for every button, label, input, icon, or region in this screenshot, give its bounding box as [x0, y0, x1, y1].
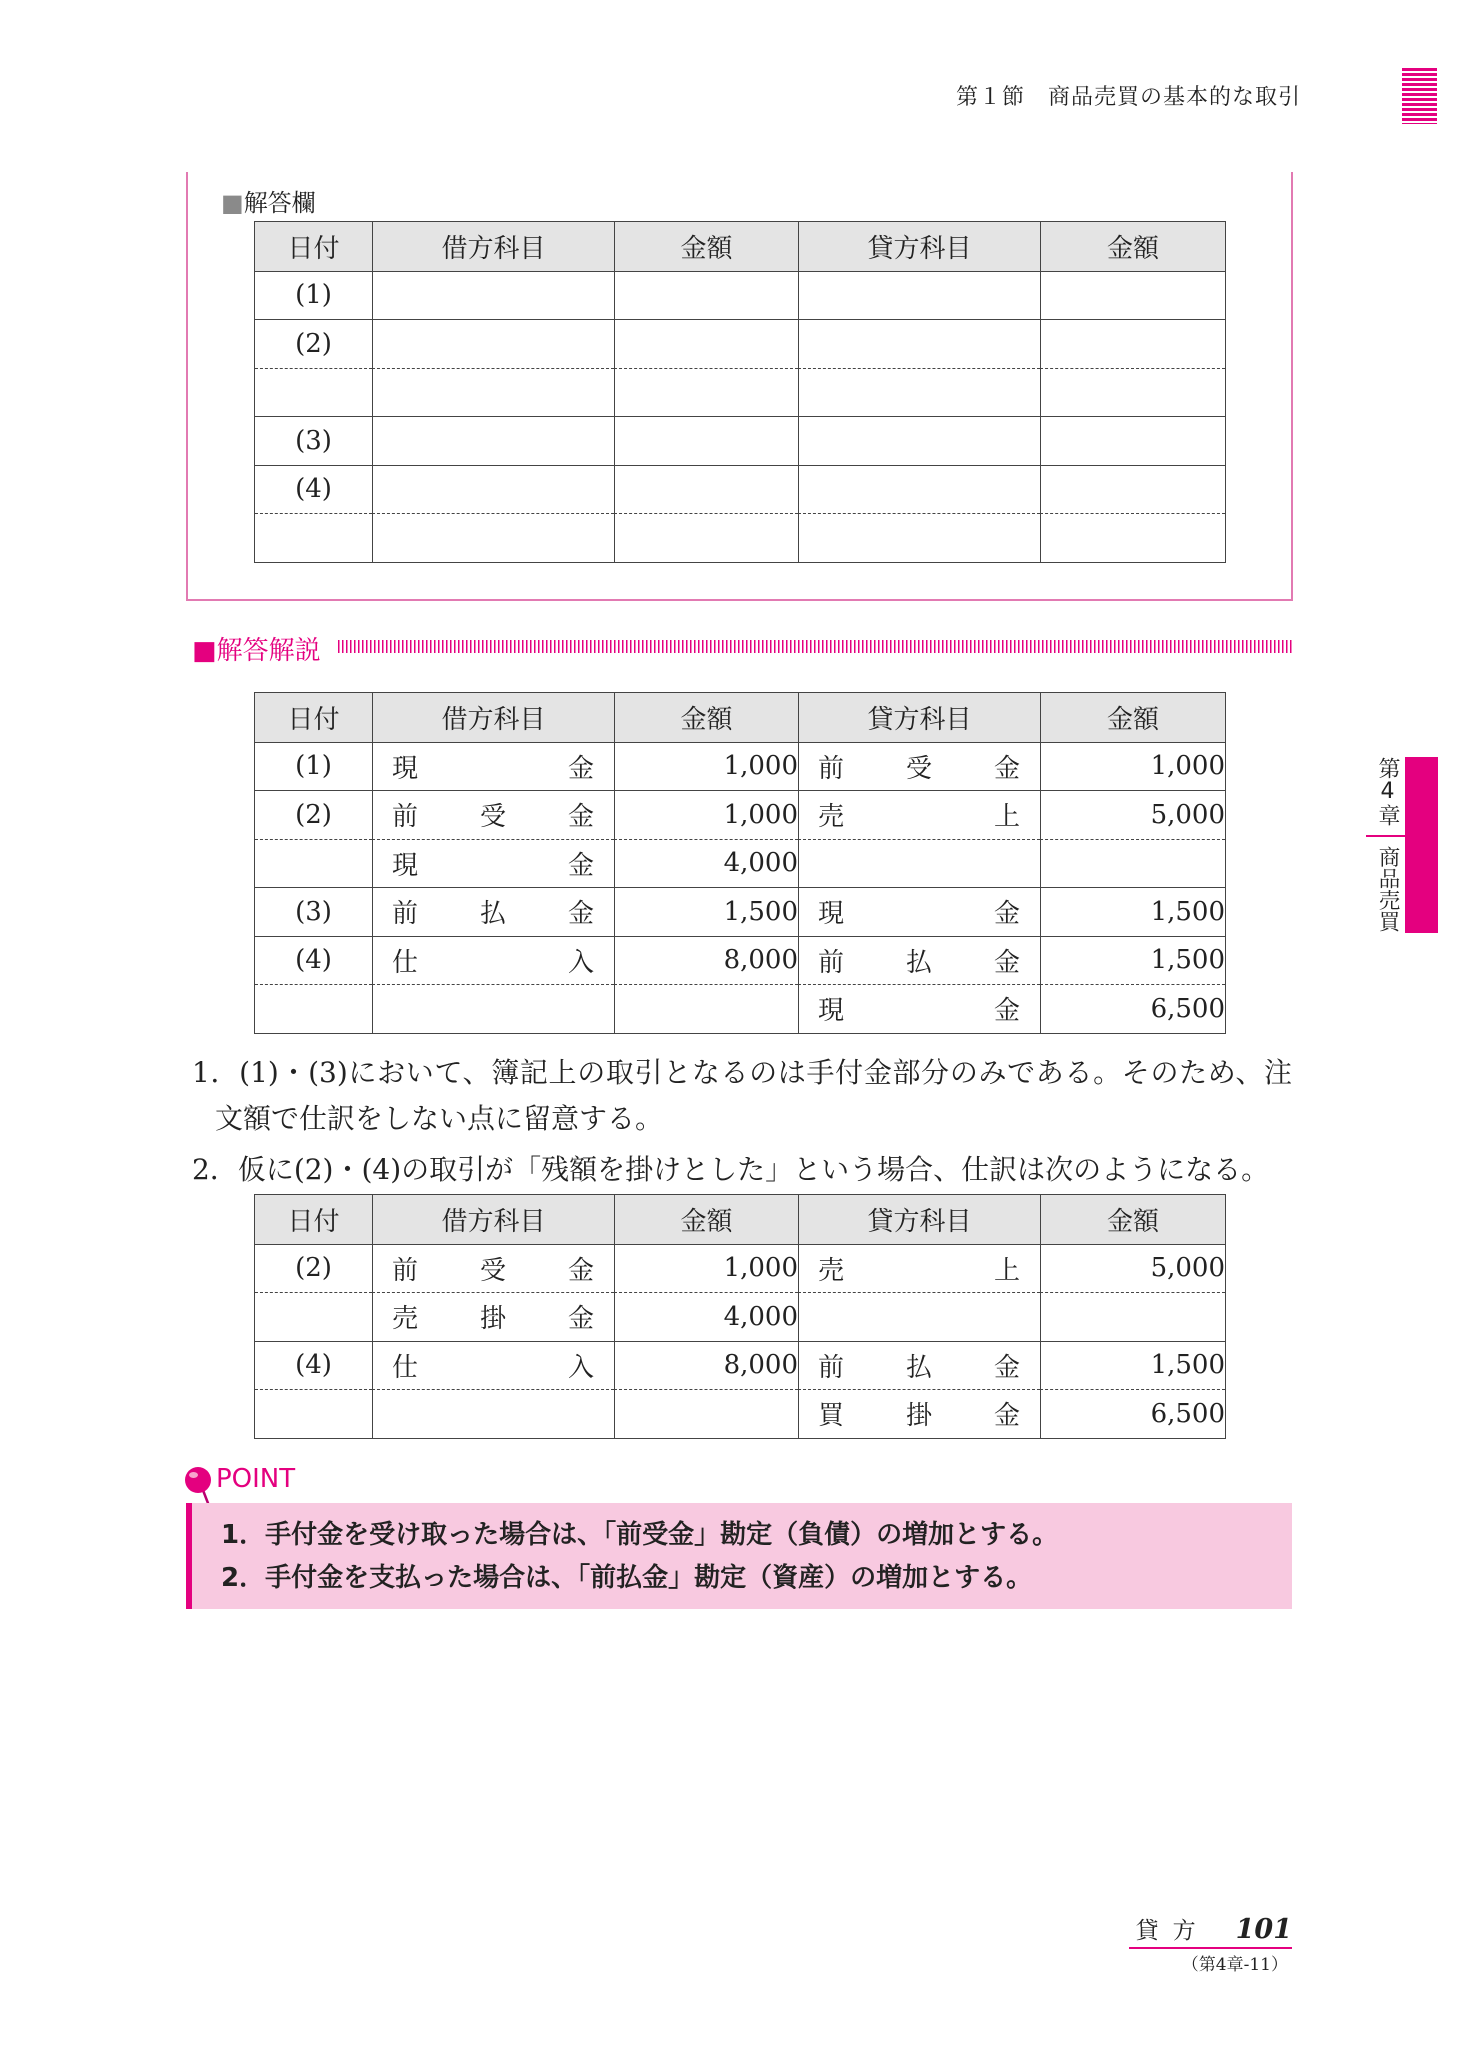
table-row — [255, 271, 1225, 320]
debit-account-cell — [372, 1244, 614, 1293]
debit-account-cell — [372, 790, 614, 839]
debit-amount-cell: 1,000 — [614, 742, 798, 791]
credit-account-header: 貸方科目 — [798, 222, 1040, 271]
credit-account-name: 前払金 — [818, 1352, 1020, 1383]
table-row-continuation — [255, 984, 1225, 1033]
date-cell: (4) — [255, 1341, 372, 1390]
date-cell: (4) — [255, 936, 372, 985]
credit-amount-header: 金額 — [1040, 693, 1225, 742]
debit-account-cell — [372, 1389, 614, 1438]
debit-amount-cell — [614, 416, 798, 465]
table-header-row — [255, 693, 1225, 742]
debit-amount-cell: 1,000 — [614, 790, 798, 839]
table-row-continuation — [255, 839, 1225, 888]
date-cell: (3) — [255, 887, 372, 936]
page-footer — [1136, 1912, 1292, 1945]
point-item: 2．手付金を支払った場合は、「前払金」勘定（資産）の増加とする。 — [221, 1563, 1033, 1593]
credit-amount-cell — [1040, 513, 1225, 562]
debit-account-cell — [372, 1292, 614, 1341]
debit-account-cell — [372, 271, 614, 320]
debit-amount-cell: 4,000 — [614, 839, 798, 888]
table-row-continuation — [255, 368, 1225, 417]
credit-account-cell — [798, 513, 1040, 562]
credit-amount-cell — [1040, 839, 1225, 888]
debit-account-cell — [372, 1341, 614, 1390]
debit-account-header: 借方科目 — [372, 1195, 614, 1244]
credit-account-cell — [798, 742, 1040, 791]
date-cell: (1) — [255, 742, 372, 791]
footer-rule — [1129, 1947, 1292, 1949]
footer-chapter-page: （第4章-11） — [1181, 1955, 1288, 1975]
table-row-continuation — [255, 1292, 1225, 1341]
debit-amount-cell: 8,000 — [614, 1341, 798, 1390]
credit-amount-header: 金額 — [1040, 222, 1225, 271]
date-cell — [255, 368, 372, 417]
debit-account-name: 前受金 — [392, 1255, 594, 1286]
date-header: 日付 — [255, 693, 372, 742]
debit-account-cell — [372, 936, 614, 985]
debit-account-header: 借方科目 — [372, 693, 614, 742]
credit-account-name: 現金 — [818, 996, 1020, 1027]
debit-account-cell — [372, 416, 614, 465]
debit-account-name: 仕入 — [392, 947, 594, 978]
date-cell: (4) — [255, 465, 372, 514]
explanation-journal-table — [254, 692, 1226, 1034]
explanation-heading — [192, 630, 321, 667]
debit-amount-header: 金額 — [614, 222, 798, 271]
note-2-line-1: 2．仮に(2)・(4)の取引が「残額を掛けとした」という場合、仕訳は次のようになる。 — [192, 1153, 1270, 1186]
note-1-line-2: 文額で仕訳をしない点に留意する。 — [215, 1102, 664, 1135]
chapter-tab-divider — [1366, 835, 1405, 837]
debit-amount-cell — [614, 1389, 798, 1438]
debit-account-cell — [372, 887, 614, 936]
footer-label: 貸方 — [1135, 1918, 1210, 1944]
credit-account-cell — [798, 887, 1040, 936]
credit-amount-cell — [1040, 1292, 1225, 1341]
debit-account-cell — [372, 984, 614, 1033]
credit-amount-cell — [1040, 319, 1225, 368]
credit-account-cell — [798, 984, 1040, 1033]
date-cell — [255, 1292, 372, 1341]
credit-amount-cell — [1040, 465, 1225, 514]
debit-amount-cell — [614, 465, 798, 514]
note-1-line-1: 1．(1)・(3)において、簿記上の取引となるのは手付金部分のみである。そのため、注 — [192, 1056, 1292, 1089]
table-row — [255, 790, 1225, 839]
credit-amount-cell: 5,000 — [1040, 790, 1225, 839]
debit-account-cell — [372, 368, 614, 417]
table-row — [255, 465, 1225, 514]
credit-account-cell — [798, 271, 1040, 320]
credit-account-name: 売上 — [818, 802, 1020, 833]
debit-account-cell — [372, 465, 614, 514]
date-cell: (1) — [255, 271, 372, 320]
debit-account-name: 現金 — [392, 850, 594, 881]
debit-amount-header: 金額 — [614, 693, 798, 742]
debit-amount-cell — [614, 513, 798, 562]
square-bullet-icon: ■ — [192, 636, 217, 666]
credit-account-cell — [798, 1244, 1040, 1293]
credit-amount-cell — [1040, 368, 1225, 417]
credit-amount-cell: 1,500 — [1040, 1341, 1225, 1390]
alternative-journal-table — [254, 1194, 1226, 1439]
debit-amount-cell — [614, 271, 798, 320]
explanation-heading-rule — [338, 640, 1292, 653]
credit-account-cell — [798, 319, 1040, 368]
debit-amount-cell — [614, 319, 798, 368]
credit-account-cell — [798, 1389, 1040, 1438]
point-item: 1．手付金を受け取った場合は、「前受金」勘定（負債）の増加とする。 — [221, 1520, 1059, 1550]
credit-amount-cell — [1040, 271, 1225, 320]
credit-account-name: 現金 — [818, 899, 1020, 930]
credit-account-cell — [798, 1292, 1040, 1341]
answer-sheet-journal-table — [254, 221, 1226, 563]
credit-account-name: 買掛金 — [818, 1401, 1020, 1432]
debit-account-cell — [372, 839, 614, 888]
table-row — [255, 1341, 1225, 1390]
credit-account-name: 前払金 — [818, 947, 1020, 978]
explanation-heading-text: 解答解説 — [216, 636, 321, 666]
credit-account-cell — [798, 839, 1040, 888]
debit-account-header: 借方科目 — [372, 222, 614, 271]
credit-amount-header: 金額 — [1040, 1195, 1225, 1244]
credit-amount-cell: 1,500 — [1040, 936, 1225, 985]
debit-account-name: 売掛金 — [392, 1304, 594, 1335]
date-cell: (2) — [255, 1244, 372, 1293]
credit-amount-cell — [1040, 416, 1225, 465]
debit-account-name: 前払金 — [392, 899, 594, 930]
credit-account-cell — [798, 465, 1040, 514]
debit-amount-header: 金額 — [614, 1195, 798, 1244]
debit-amount-cell — [614, 984, 798, 1033]
table-row-continuation — [255, 513, 1225, 562]
chapter-tab-number: 第4章 — [1375, 757, 1400, 826]
debit-amount-cell — [614, 368, 798, 417]
date-header: 日付 — [255, 1195, 372, 1244]
point-box — [186, 1503, 1292, 1609]
answer-sheet-heading-text: 解答欄 — [243, 189, 316, 217]
credit-account-name: 売上 — [818, 1255, 1020, 1286]
date-cell — [255, 1389, 372, 1438]
debit-amount-cell: 1,000 — [614, 1244, 798, 1293]
credit-account-cell — [798, 1341, 1040, 1390]
date-cell: (2) — [255, 319, 372, 368]
date-header: 日付 — [255, 222, 372, 271]
square-bullet-icon: ■ — [221, 189, 244, 217]
date-cell — [255, 513, 372, 562]
table-row — [255, 416, 1225, 465]
debit-amount-cell: 1,500 — [614, 887, 798, 936]
debit-amount-cell: 4,000 — [614, 1292, 798, 1341]
date-cell — [255, 839, 372, 888]
table-header-row — [255, 1195, 1225, 1244]
chapter-tab-bar — [1405, 757, 1438, 933]
table-row-continuation — [255, 1389, 1225, 1438]
credit-account-cell — [798, 936, 1040, 985]
date-cell: (3) — [255, 416, 372, 465]
table-row — [255, 936, 1225, 985]
credit-account-name: 前受金 — [818, 753, 1020, 784]
answer-sheet-heading — [221, 183, 316, 218]
table-header-row — [255, 222, 1225, 271]
debit-account-name: 現金 — [392, 753, 594, 784]
debit-account-name: 前受金 — [392, 802, 594, 833]
credit-account-cell — [798, 790, 1040, 839]
debit-amount-cell: 8,000 — [614, 936, 798, 985]
credit-account-header: 貸方科目 — [798, 693, 1040, 742]
debit-account-cell — [372, 742, 614, 791]
credit-amount-cell: 5,000 — [1040, 1244, 1225, 1293]
date-cell — [255, 984, 372, 1033]
table-row — [255, 887, 1225, 936]
table-row — [255, 742, 1225, 791]
page-number: 101 — [1235, 1914, 1292, 1945]
credit-amount-cell: 1,000 — [1040, 742, 1225, 791]
header-stripe-decoration — [1402, 68, 1437, 124]
date-cell: (2) — [255, 790, 372, 839]
debit-account-cell — [372, 319, 614, 368]
credit-amount-cell: 6,500 — [1040, 1389, 1225, 1438]
credit-amount-cell: 6,500 — [1040, 984, 1225, 1033]
credit-account-cell — [798, 368, 1040, 417]
chapter-tab-title: 商品売買 — [1375, 846, 1400, 932]
debit-account-cell — [372, 513, 614, 562]
table-row — [255, 1244, 1225, 1293]
credit-account-cell — [798, 416, 1040, 465]
point-label: POINT — [216, 1464, 296, 1494]
table-row — [255, 319, 1225, 368]
credit-amount-cell: 1,500 — [1040, 887, 1225, 936]
credit-account-header: 貸方科目 — [798, 1195, 1040, 1244]
debit-account-name: 仕入 — [392, 1352, 594, 1383]
running-head-section-title: 第１節 商品売買の基本的な取引 — [955, 85, 1301, 110]
